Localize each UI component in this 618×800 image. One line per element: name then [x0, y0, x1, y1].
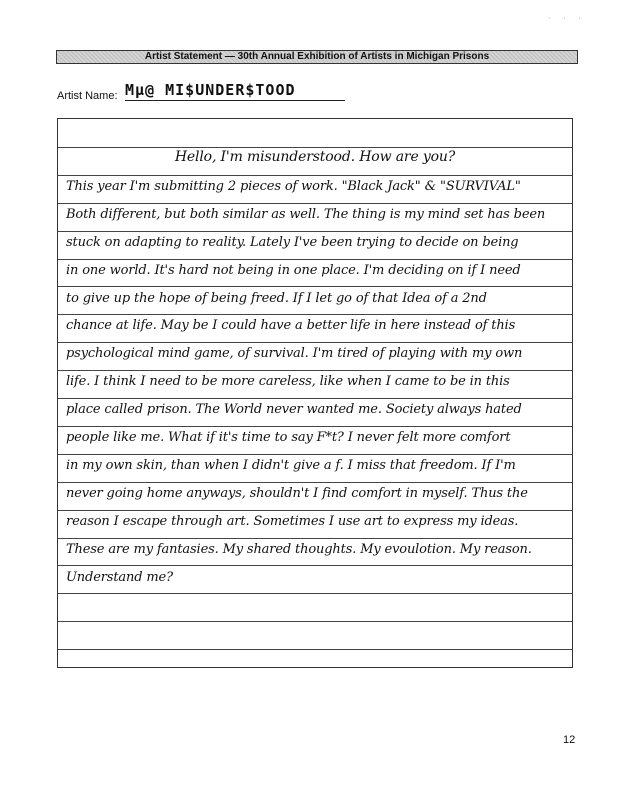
- statement-line: chance at life. May be I could have a better life in here instead of this: [66, 318, 516, 333]
- artist-name-label: Artist Name:: [57, 90, 118, 102]
- ruled-line: [58, 621, 572, 622]
- statement-line: in one world. It's hard not being in one place. I'm deciding on if I need: [66, 263, 521, 278]
- artist-name-field: Mµ@ MI$UNDER$TOOD: [125, 80, 345, 101]
- statement-line: place called prison. The World never wanted me. Society always hated: [66, 402, 522, 417]
- statement-line: This year I'm submitting 2 pieces of work. "Black Jack" & "SURVIVAL": [66, 179, 521, 194]
- page-number: 12: [563, 734, 576, 746]
- ruled-line: [58, 286, 572, 287]
- statement-line: Both different, but both similar as well. The thing is my mind set has been: [66, 207, 546, 222]
- statement-line: stuck on adapting to reality. Lately I've been trying to decide on being: [66, 235, 519, 250]
- ruled-line: [58, 593, 572, 594]
- ruled-line: [58, 398, 572, 399]
- ruled-line: [58, 482, 572, 483]
- ruled-line: [58, 175, 572, 176]
- ruled-line: [58, 342, 572, 343]
- ruled-line: [58, 203, 572, 204]
- statement-line: never going home anyways, shouldn't I find comfort in myself. Thus the: [66, 486, 528, 501]
- statement-line: These are my fantasies. My shared thoughts. My evoulotion. My reason.: [66, 542, 532, 557]
- statement-line: people like me. What if it's time to say F*t? I never felt more comfort: [66, 430, 511, 445]
- statement-line: reason I escape through art. Sometimes I use art to express my ideas.: [66, 514, 519, 529]
- statement-line: psychological mind game, of survival. I'm tired of playing with my own: [66, 346, 523, 361]
- ruled-line: [58, 649, 572, 650]
- statement-line: life. I think I need to be more careless, like when I came to be in this: [66, 374, 510, 389]
- ruled-line: [58, 259, 572, 260]
- ruled-line: [58, 231, 572, 232]
- ruled-line: [58, 565, 572, 566]
- ruled-line: [58, 426, 572, 427]
- statement-line: to give up the hope of being freed. If I let go of that Idea of a 2nd: [66, 291, 487, 306]
- scan-specks: · · ·: [548, 14, 586, 23]
- header-title: Artist Statement — 30th Annual Exhibition of Artists in Michigan Prisons: [144, 51, 490, 62]
- statement-line: in my own skin, than when I didn't give a f. I miss that freedom. If I'm: [66, 458, 516, 473]
- ruled-line: [58, 454, 572, 455]
- ruled-line: [58, 147, 572, 148]
- header-bar: [56, 50, 578, 64]
- ruled-line: [58, 538, 572, 539]
- statement-lined-box: [57, 118, 573, 668]
- statement-line: Hello, I'm misunderstood. How are you?: [174, 149, 456, 165]
- ruled-line: [58, 510, 572, 511]
- ruled-line: [58, 314, 572, 315]
- statement-line: Understand me?: [66, 570, 173, 585]
- ruled-line: [58, 370, 572, 371]
